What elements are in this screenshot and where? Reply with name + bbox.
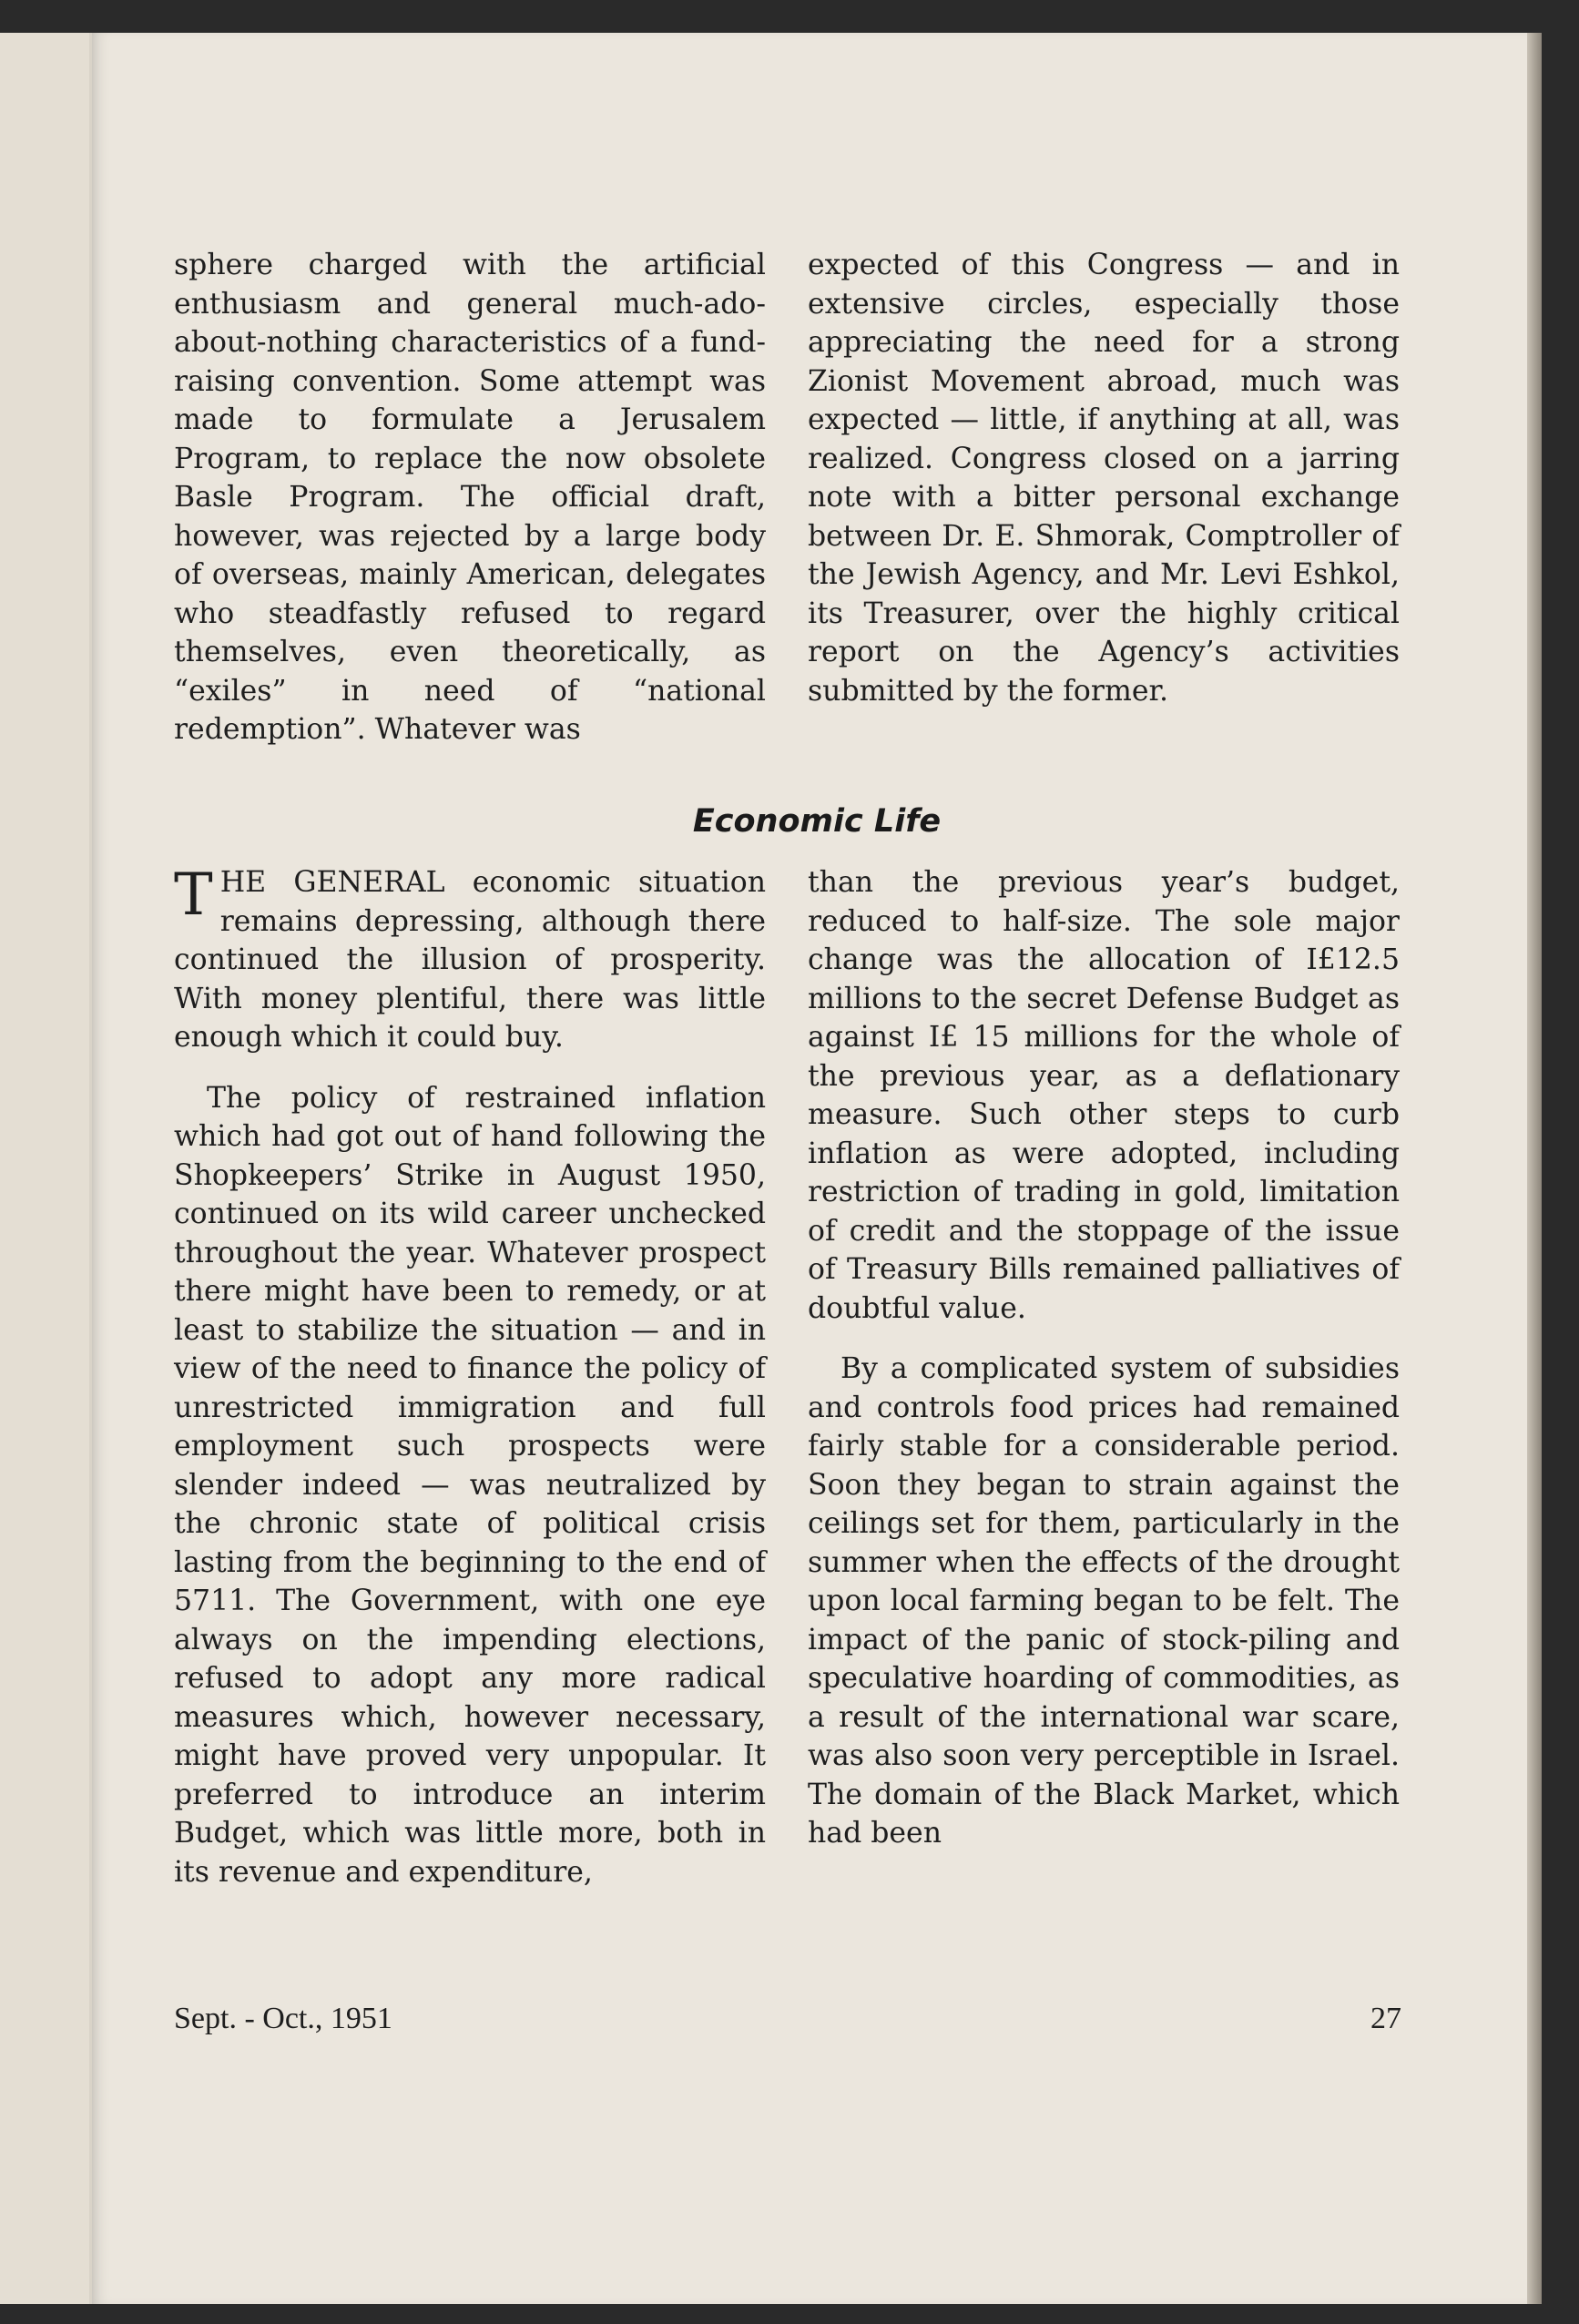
paragraph-4: By a complicated system of subsidies and controls food prices had remained fairly stable for a considerable period. Soon they began to strain against the ceilings set for them, particularly in the summer when the effects of the drought upon local farming began to be felt. The impact of the panic of stock-piling and speculative hoarding of commodities, as a result of the international war scare, was also soon very perceptible in Israel. The domain of the Black Market, which had been bbox=[808, 1352, 1400, 1850]
previous-page-edge bbox=[0, 33, 91, 2304]
drop-cap: T bbox=[174, 861, 213, 929]
paragraph-1 bbox=[174, 863, 766, 1057]
paragraph-3: than the previous year’s budget, reduced to half-size. The sole major change was the allocation of I£12.5 millions to the secret Defense Budget as against I£ 15 millions for the whole of the previous year, as a deflationary measure. Such other steps to curb inflation as were adopted, including restriction of trading in gold, limitation of credit and the stoppage of the issue of Treasury Bills remained palliatives of doubtful value. bbox=[808, 866, 1400, 1325]
column-right-continued bbox=[808, 246, 1400, 732]
paragraph-2: The policy of restrained inflation which had got out of hand following the Shopkeepers’ Strike in August 1950, continued on its wild career unchecked throughout the year. Whatever prospect there might have been to remedy, or at least to stabilize the situation — and in view of the need to finance the policy of unrestricted immigration and full employment such prospects were slender indeed — was neutralized by the chronic state of political crisis lasting from the beginning to the end of 5711. The Government, with one eye always on the impending elections, refused to adopt any more radical measures which, however necessary, might have proved very unpopular. It preferred to introduce an interim Budget, which was little more, both in its revenue and expenditure, bbox=[174, 1081, 766, 1889]
page-edge-shadow bbox=[1527, 33, 1542, 2304]
column-left-continued bbox=[174, 246, 766, 771]
continued-paragraph-right: expected of this Congress — and in extensive circles, especially those appreciating the need for a strong Zionist Movement abroad, much was expected — little, if anything at all, was realized. Congress closed on a jarring note with a bitter personal exchange between Dr. E. Shmorak, Comptroller of the Jewish Agency, and Mr. Levi Eshkol, its Treasurer, over the highly critical report on the Agency’s activities submitted by the former. bbox=[808, 249, 1400, 708]
column-left-economic bbox=[174, 863, 766, 1913]
page-number: 27 bbox=[1370, 2002, 1401, 2035]
column-right-economic bbox=[808, 863, 1400, 1875]
magazine-page bbox=[89, 33, 1542, 2304]
continued-paragraph-left: sphere charged with the artificial enthusiasm and general much-ado-about-nothing characteristics of a fund-raising convention. Some attempt was made to formulate a Jerusalem Program, to replace the now obsolete Basle Program. The official draft, however, was rejected by a large body of overseas, mainly American, delegates who steadfastly refused to regard themselves, even theoretically, as “exiles” in need of “national redemption”. Whatever was bbox=[174, 249, 766, 746]
footer-date: Sept. - Oct., 1951 bbox=[174, 2002, 392, 2035]
section-heading: Economic Life bbox=[692, 803, 942, 840]
paragraph-1-text: HE GENERAL economic situation remains depressing, although there continued the illusion of prosperity. With money plentiful, there was little enough which it could buy. bbox=[174, 866, 766, 1054]
